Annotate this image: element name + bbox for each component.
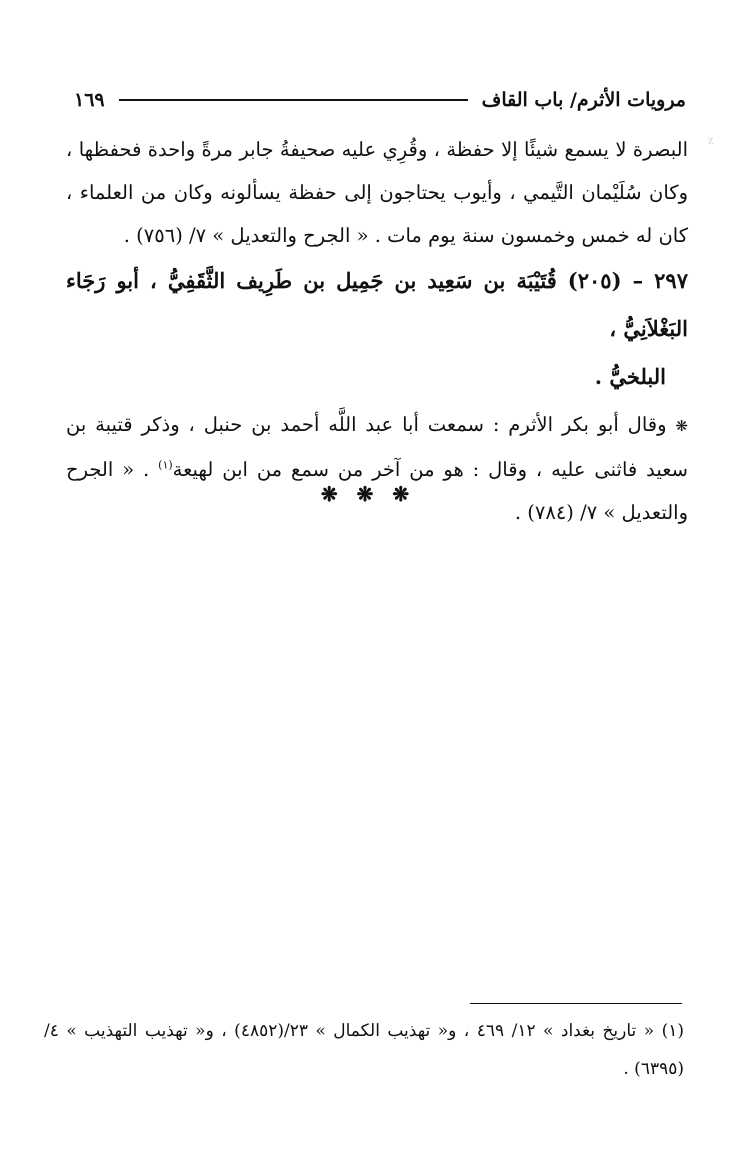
narration-citation: . « الجرح والتعديل » ٧/ (٧٨٤) . [66,458,688,524]
running-header [68,82,686,118]
footnote-text: (١) « تاريخ بغداد » ١٢/ ٤٦٩ ، و« تهذيب الكمال » ٢٣/(٤٨٥٢) ، و« تهذيب التهذيب » ٤/ (٦٣٩٥) . [44,1021,684,1079]
star-marker-icon: ❋ [675,417,688,435]
entry-heading-tail: البلخيُّ . [594,364,666,389]
previous-entry-paragraph: البصرة لا يسمع شيئًا إلا حفظة ، وقُرِي عليه صحيفةُ جابر مرةً واحدة فحفظها ، وكان سُلَيْمان التَّيمي ، وأيوب يحتاجون إلى حفظة يسألونه وكان من العلماء ، كان له خمس وخمسون سنة يوم مات . « الجرح والتعديل » ٧/ (٧٥٦) . [66,138,688,247]
footnote-rule [470,1003,682,1004]
main-text [66,128,688,534]
section-separator: ❋ ❋ ❋ [320,482,416,506]
footnote-reference[interactable]: (١) [158,458,173,472]
header-title: مرويات الأثرم/ باب القاف [481,89,686,111]
header-rule [119,99,468,101]
narration-text: وقال أبو بكر الأثرم : سمعت أبا عبد اللَّه أحمد بن حنبل ، وذكر قتيبة بن سعيد فاثنى عليه ، وقال : هو من آخر من سمع من ابن لهيعة [66,413,688,481]
entry-heading-text: ٢٩٧ – (٢٠٥) قُتَيْبَة بن سَعِيد بن جَمِيل بن طَرِيف الثَّقَفِيُّ ، أبو رَجَاء البَغْلاَنِيُّ ، [66,268,688,341]
narration-paragraph [66,403,688,534]
footnote [44,1012,684,1088]
corner-mark: ٪ [708,136,714,147]
entry-heading [66,257,688,401]
page-number: ١٦٩ [74,89,105,111]
